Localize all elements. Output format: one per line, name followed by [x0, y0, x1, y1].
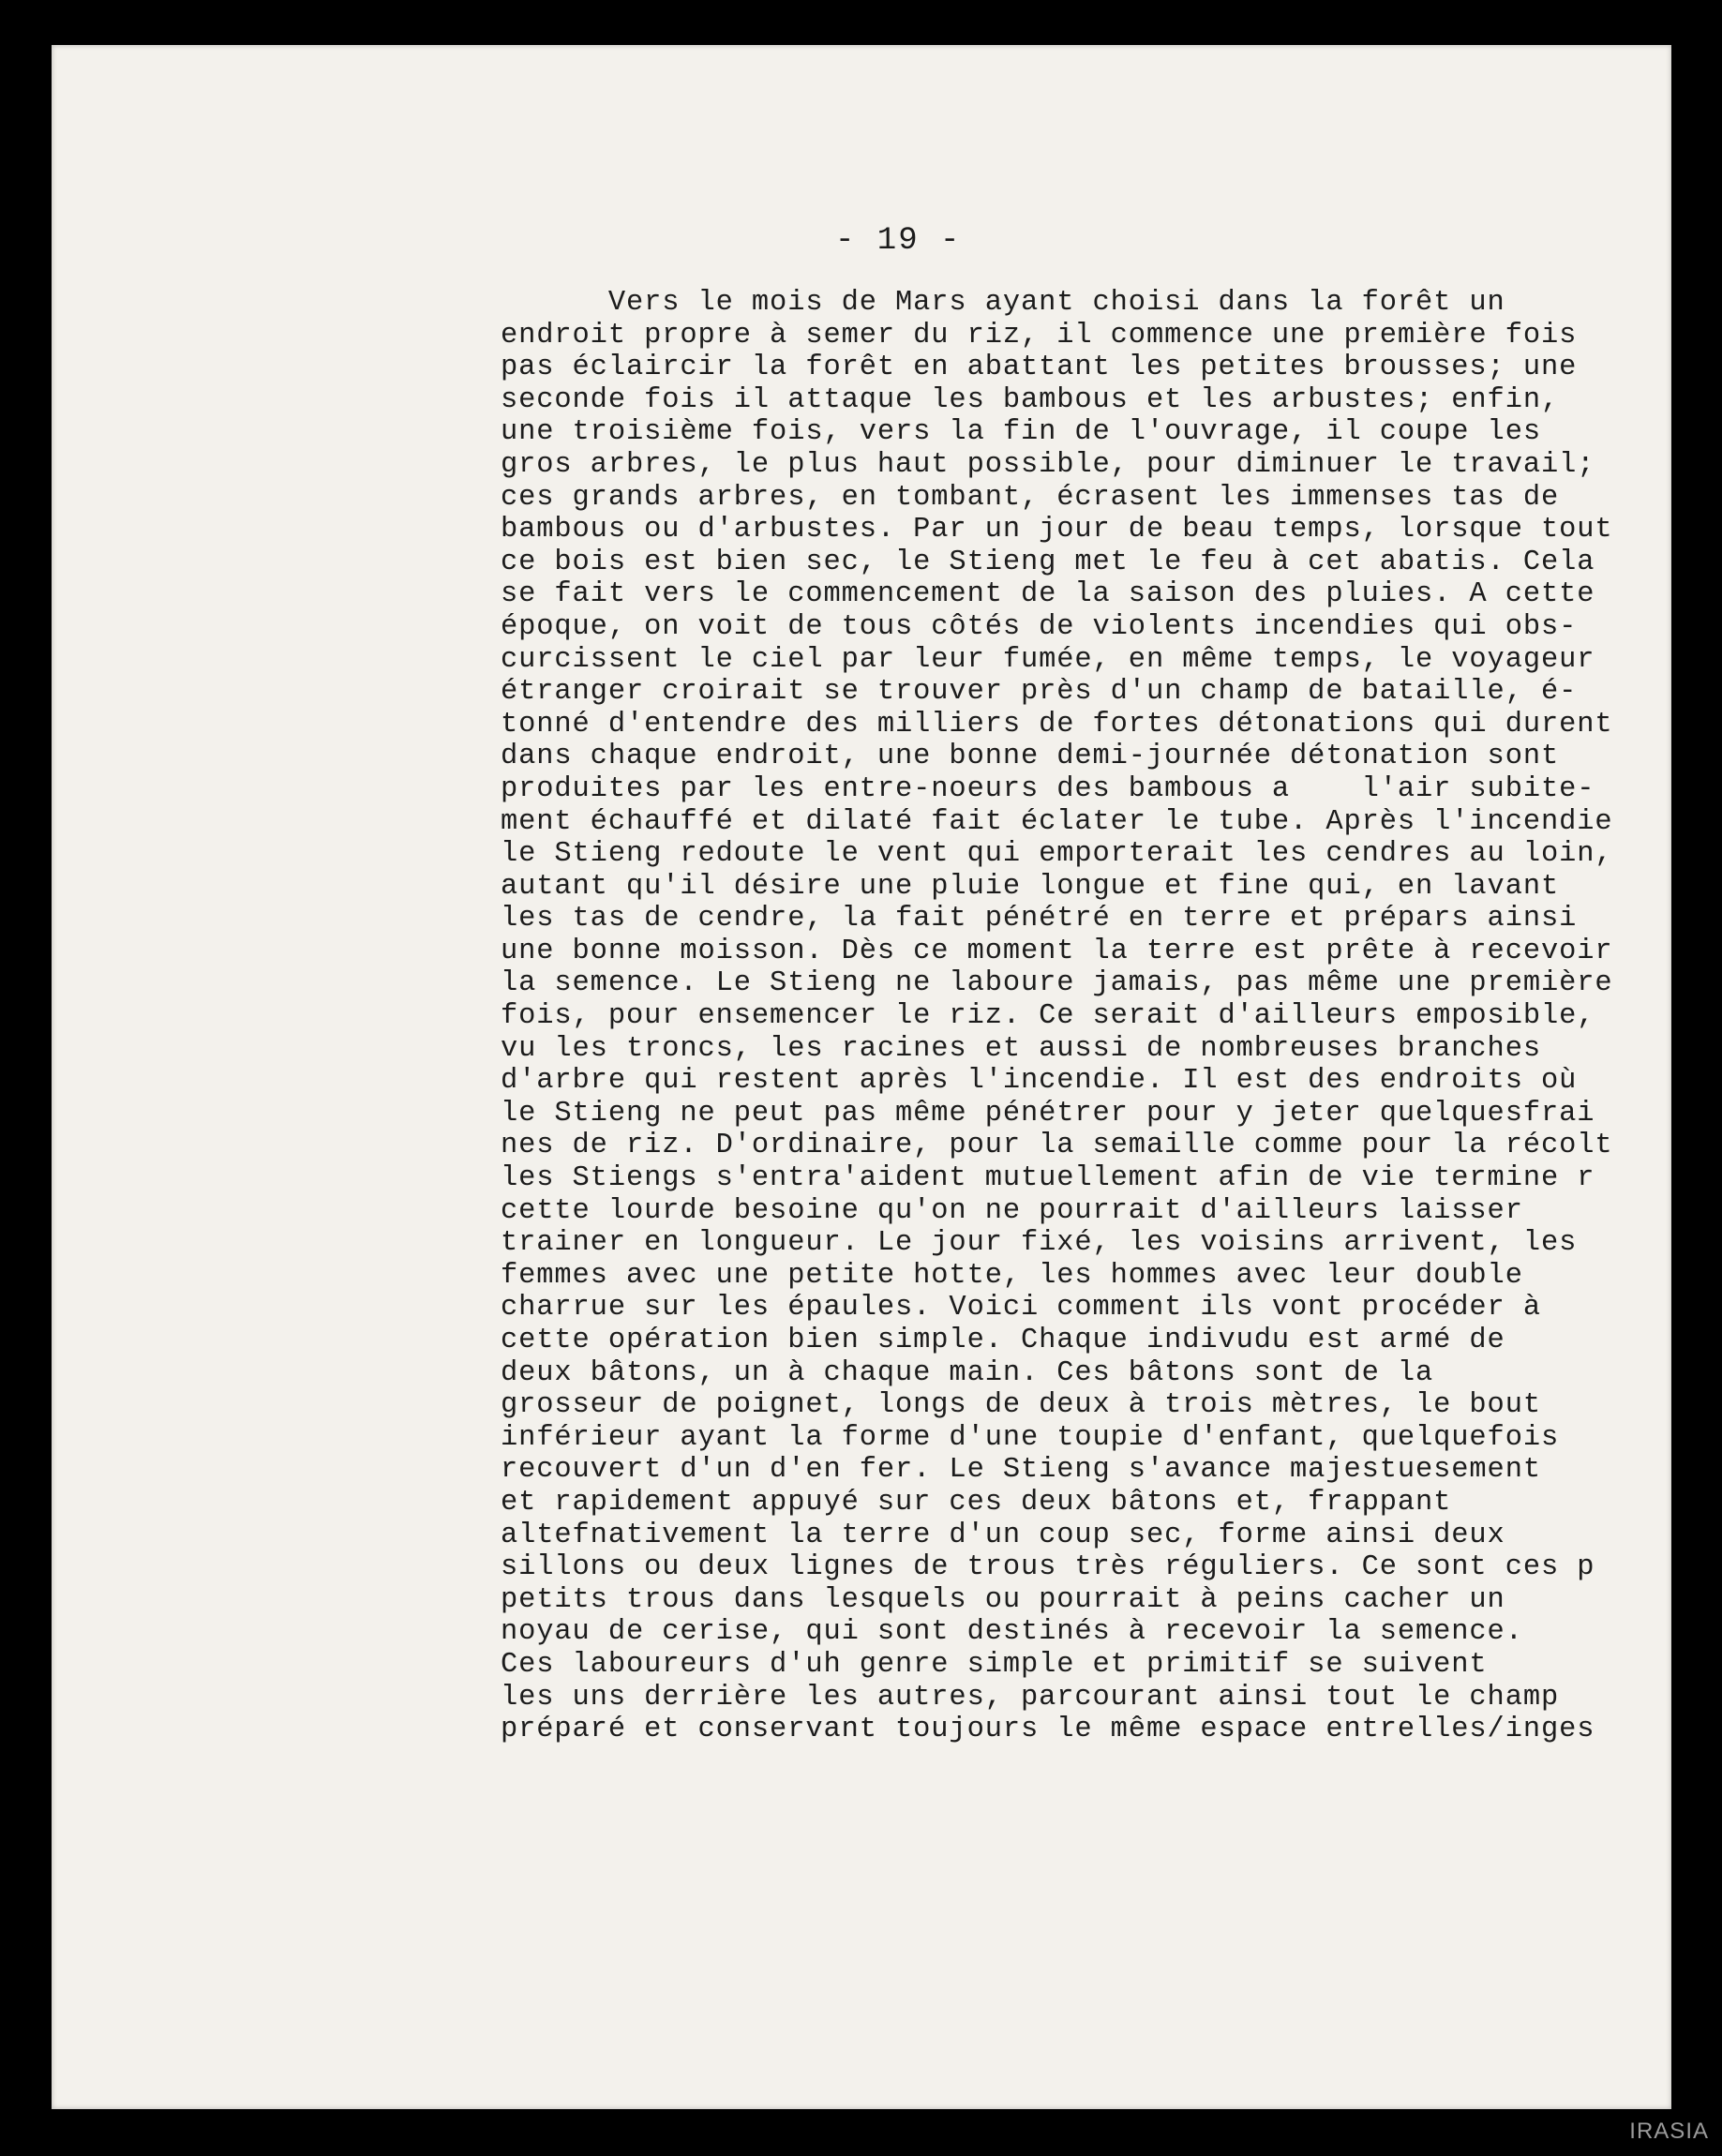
text-line: la semence. Le Stieng ne laboure jamais, pas même une première	[501, 967, 1613, 1000]
text-line: charrue sur les épaules. Voici comment ils vont procéder à	[501, 1292, 1541, 1325]
text-line: étranger croirait se trouver près d'un champ de bataille, é-	[501, 676, 1578, 709]
text-line: cette lourde besoine qu'on ne pourrait d'ailleurs laisser	[501, 1194, 1523, 1227]
text-line: sillons ou deux lignes de trous très réguliers. Ce sont ces p	[501, 1551, 1595, 1584]
text-line: deux bâtons, un à chaque main. Ces bâtons sont de la	[501, 1356, 1434, 1389]
text-line: les Stiengs s'entra'aident mutuellement afin de vie termine r	[501, 1162, 1595, 1195]
text-line: préparé et conservant toujours le même espace entrelles/inges	[501, 1714, 1595, 1746]
text-line: cette opération bien simple. Chaque indivudu est armé de	[501, 1325, 1505, 1356]
text-line: les uns derrière les autres, parcourant ainsi tout le champ	[501, 1681, 1560, 1714]
text-line: autant qu'il désire une pluie longue et fine qui, en lavant	[501, 870, 1560, 903]
text-line: vu les troncs, les racines et aussi de nombreuses branches	[501, 1032, 1541, 1065]
text-line: et rapidement appuyé sur ces deux bâtons et, frappant	[501, 1486, 1452, 1519]
text-line: fois, pour ensemencer le riz. Ce serait d'ailleurs emposible,	[501, 1000, 1595, 1033]
text-line: ces grands arbres, en tombant, écrasent les immenses tas de	[501, 481, 1560, 514]
page-number: - 19 -	[835, 223, 962, 259]
text-line: ce bois est bien sec, le Stieng met le feu à cet abatis. Cela	[501, 546, 1595, 578]
text-line: pas éclaircir la forêt en abattant les petites brousses; une	[501, 352, 1578, 384]
text-line: altefnativement la terre d'un coup sec, forme ainsi deux	[501, 1519, 1505, 1551]
text-line: dans chaque endroit, une bonne demi-journée détonation sont	[501, 741, 1560, 773]
text-line: noyau de cerise, qui sont destinés à recevoir la semence.	[501, 1616, 1523, 1649]
text-line: petits trous dans lesquels ou pourrait à peins cacher un	[501, 1583, 1505, 1616]
text-line: produites par les entre-noeurs des bambous a l'air subite-	[501, 772, 1595, 805]
text-line: seconde fois il attaque les bambous et les arbustes; enfin,	[501, 383, 1560, 416]
text-line: trainer en longueur. Le jour fixé, les voisins arrivent, les	[501, 1227, 1578, 1260]
text-line: d'arbre qui restent après l'incendie. Il est des endroits où	[501, 1065, 1578, 1098]
text-line: une troisième fois, vers la fin de l'ouvrage, il coupe les	[501, 416, 1541, 449]
watermark: IRASIA	[1629, 2119, 1709, 2144]
text-line: époque, on voit de tous côtés de violents incendies qui obs-	[501, 610, 1578, 643]
text-line: Vers le mois de Mars ayant choisi dans la forêt un	[501, 287, 1505, 319]
text-line: ment échauffé et dilaté fait éclater le tube. Après l'incendie	[501, 805, 1613, 838]
typewritten-page	[52, 45, 1671, 2109]
text-line: les tas de cendre, la fait pénétré en terre et prépars ainsi	[501, 903, 1578, 936]
text-line: grosseur de poignet, longs de deux à trois mètres, le bout	[501, 1389, 1541, 1422]
text-line: recouvert d'un d'en fer. Le Stieng s'avance majestuesement	[501, 1454, 1541, 1487]
text-line: endroit propre à semer du riz, il commence une première fois	[501, 319, 1578, 352]
text-line: bambous ou d'arbustes. Par un jour de beau temps, lorsque tout	[501, 514, 1613, 546]
text-line: le Stieng ne peut pas même pénétrer pour y jeter quelquesfrai	[501, 1097, 1595, 1130]
text-line: inférieur ayant la forme d'une toupie d'enfant, quelquefois	[501, 1421, 1560, 1454]
text-line: femmes avec une petite hotte, les hommes avec leur double	[501, 1259, 1523, 1292]
text-line: tonné d'entendre des milliers de fortes détonations qui durent	[501, 708, 1613, 741]
text-line: curcissent le ciel par leur fumée, en même temps, le voyageur	[501, 643, 1595, 676]
text-line: se fait vers le commencement de la saison des pluies. A cette	[501, 578, 1595, 611]
text-line: Ces laboureurs d'uh genre simple et primitif se suivent	[501, 1648, 1488, 1681]
text-line: nes de riz. D'ordinaire, pour la semaille comme pour la récolt	[501, 1130, 1613, 1162]
text-line: le Stieng redoute le vent qui emporterait les cendres au loin,	[501, 838, 1613, 871]
text-line: gros arbres, le plus haut possible, pour diminuer le travail;	[501, 448, 1595, 481]
text-line: une bonne moisson. Dès ce moment la terre est prête à recevoir	[501, 935, 1613, 967]
body-text	[501, 287, 1722, 1746]
